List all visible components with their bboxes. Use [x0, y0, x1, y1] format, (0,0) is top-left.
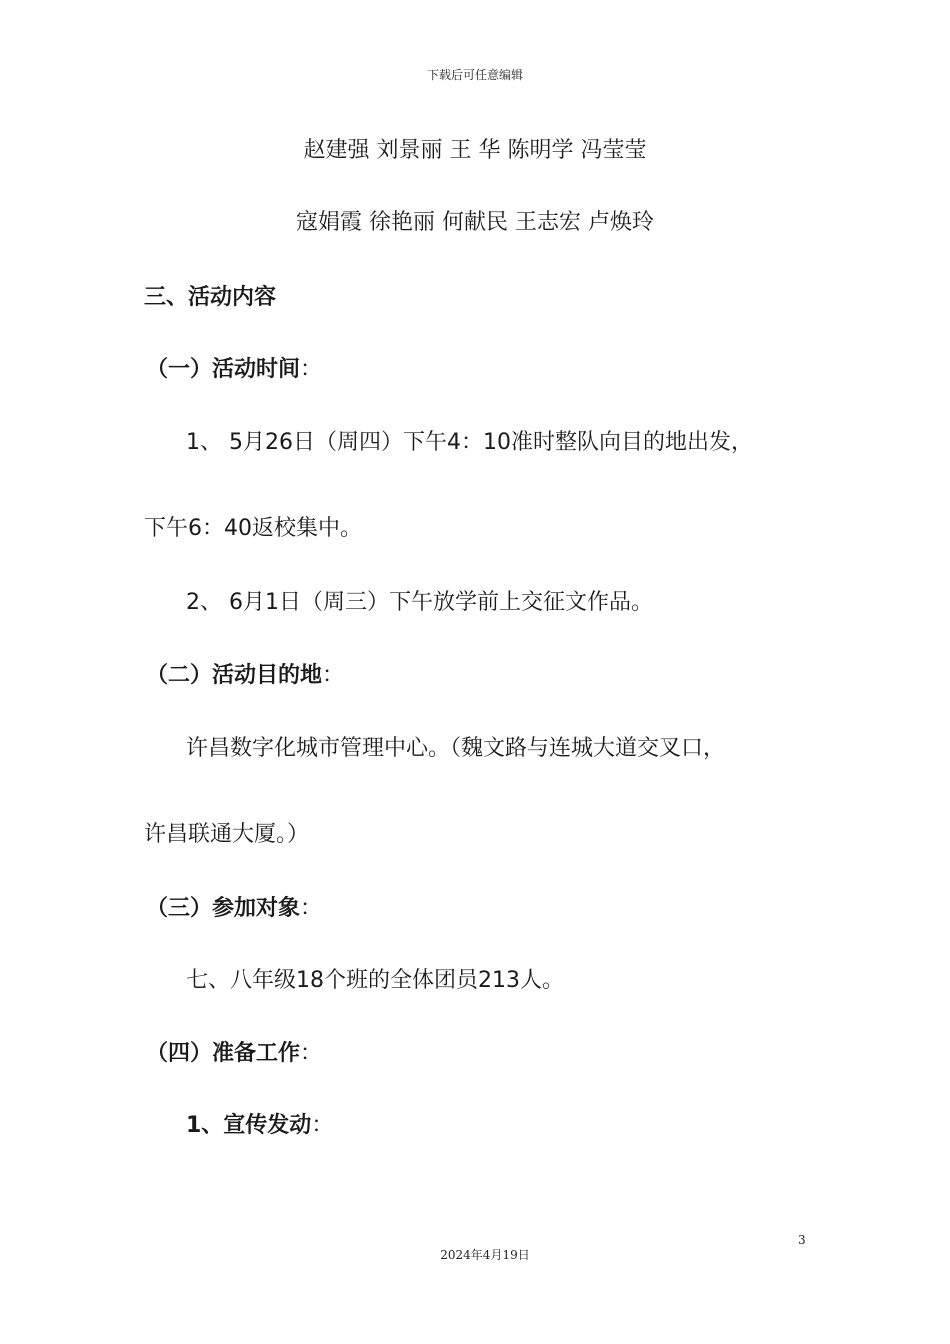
time-item-1: 1、 5月26日（周四）下午4：10准时整队向目的地出发，: [186, 430, 753, 455]
subheading-participants: （三）参加对象: [146, 896, 301, 921]
colon: ：: [300, 1041, 323, 1066]
colon: ：: [300, 357, 323, 382]
destination-text: 许昌数字化城市管理中心。（魏文路与连城大道交叉口，: [186, 736, 726, 761]
time-item-2: 2、 6月1日（周三）下午放学前上交征文作品。: [186, 590, 653, 615]
page-number: 3: [798, 1233, 806, 1247]
member-names-line-2: 寇娟霞 徐艳丽 何献民 王志宏 卢焕玲: [296, 210, 654, 235]
page-footer-date: 2024年4月19日: [440, 1248, 530, 1262]
member-names-line-1: 赵建强 刘景丽 王 华 陈明学 冯莹莹: [303, 138, 647, 163]
participants-text: 七、八年级18个班的全体团员213人。: [186, 968, 564, 993]
section-heading-activity-content: 三、活动内容: [144, 285, 277, 310]
subheading-participants-row: [146, 894, 322, 924]
subheading-preparation-row: [146, 1039, 322, 1069]
preparation-item-1-row: [186, 1111, 333, 1141]
subheading-activity-time-row: [146, 355, 322, 385]
destination-text-continued: 许昌联通大厦。）: [144, 822, 310, 847]
colon: ：: [311, 1113, 334, 1138]
page-header: 下载后可任意编辑: [426, 68, 523, 82]
time-item-1-continued: 下午6：40返校集中。: [144, 516, 362, 541]
colon: ：: [322, 663, 345, 688]
subheading-destination: （二）活动目的地: [146, 663, 323, 688]
preparation-item-1: 1、宣传发动: [186, 1113, 312, 1138]
subheading-activity-time: （一）活动时间: [146, 357, 301, 382]
subheading-preparation: （四）准备工作: [146, 1041, 301, 1066]
colon: ：: [300, 896, 323, 921]
subheading-destination-row: [146, 661, 344, 691]
